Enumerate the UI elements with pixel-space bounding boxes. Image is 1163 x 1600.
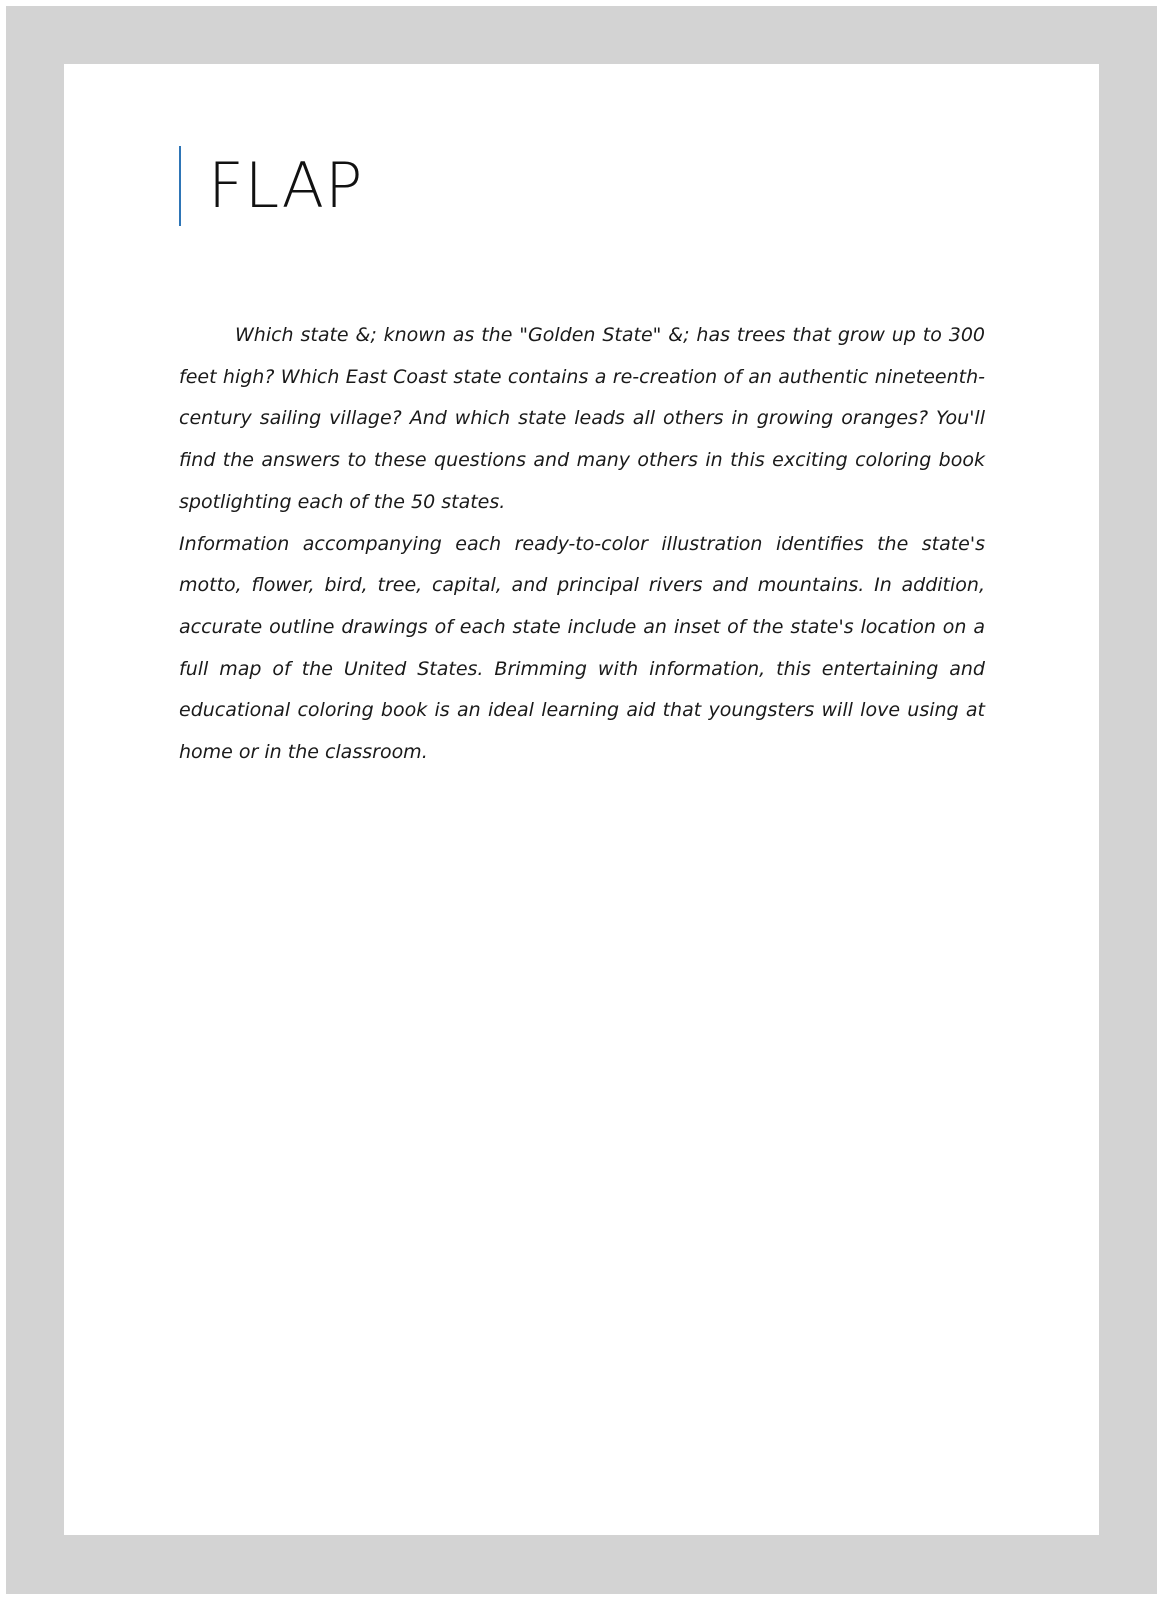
page-title: FLAP <box>208 149 364 222</box>
title-block <box>179 146 363 226</box>
paragraph: Which state &; known as the "Golden State" &; has trees that grow up to 300 feet high? Which East Coast state contains a re-creation of an authentic nineteenth-century sailing village? And which state leads all others in growing oranges? You'll find the answers to these questions and many others in this exciting coloring book spotlighting each of the 50 states. <box>179 324 985 513</box>
title-accent-bar <box>179 146 181 226</box>
paragraph: Information accompanying each ready-to-color illustration identifies the state's motto, flower, bird, tree, capital, and principal rivers and mountains. In addition, accurate outline drawings of each state include an inset of the state's location on a full map of the United States. Brimming with information, this entertaining and educational coloring book is an ideal learning aid that youngsters will love using at home or in the classroom. <box>179 532 985 764</box>
document-page <box>64 64 1099 1535</box>
page-frame <box>6 6 1157 1594</box>
body-text <box>179 315 985 774</box>
